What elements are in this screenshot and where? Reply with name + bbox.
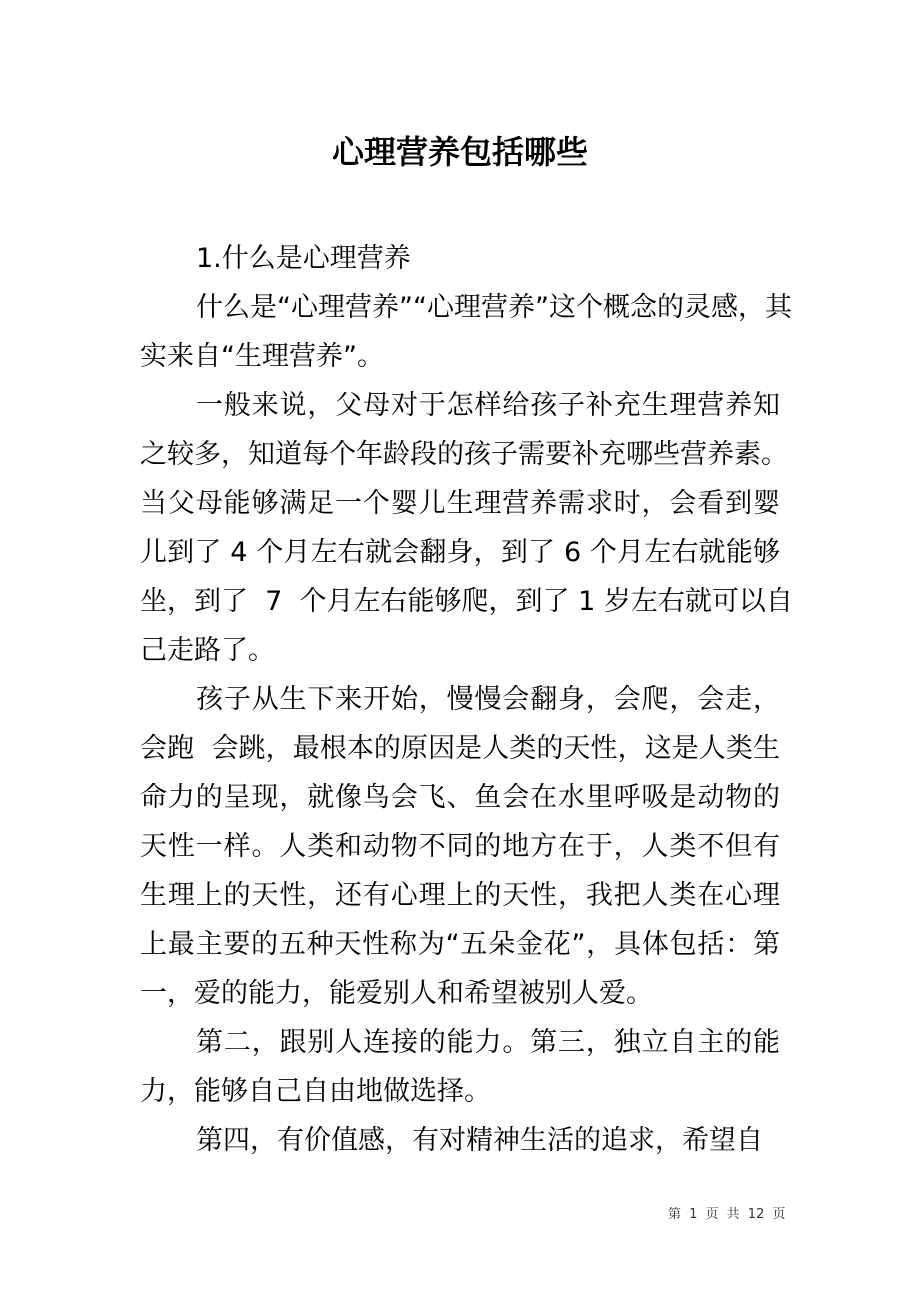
paragraph-line: 实来自“生理营养”。 <box>140 341 384 372</box>
paragraph-line: 一般来说，父母对于怎样给孩子补充生理营养知 <box>196 390 780 421</box>
paragraph-line: 一，爱的能力，能爱别人和希望被别人爱。 <box>140 978 653 1009</box>
paragraph-line: 天性一样。人类和动物不同的地方在于，人类不但有 <box>140 831 780 862</box>
paragraph-line: 什么是“心理营养”“心理营养”这个概念的灵感，其 <box>196 292 792 323</box>
paragraph-line: 之较多，知道每个年龄段的孩子需要补充哪些营养素。 <box>140 439 788 470</box>
paragraph-line: 孩子从生下来开始，慢慢会翻身，会爬，会走， <box>196 684 780 715</box>
paragraph-line: 当父母能够满足一个婴儿生理营养需求时，会看到婴 <box>140 488 780 519</box>
paragraph-line: 会跑 会跳，最根本的原因是人类的天性，这是人类生 <box>140 733 780 764</box>
paragraph-line: 上最主要的五种天性称为“五朵金花”，具体包括：第 <box>140 929 780 960</box>
paragraph-line: 1.什么是心理营养 <box>196 243 411 274</box>
document-title: 心理营养包括哪些 <box>331 133 588 171</box>
paragraph-line: 己走路了。 <box>140 635 275 666</box>
paragraph-line: 坐，到了 7 个月左右能够爬，到了 1 岁左右就可以自 <box>140 586 793 617</box>
paragraph-line: 力，能够自己自由地做选择。 <box>140 1076 491 1107</box>
paragraph-line: 第四，有价值感，有对精神生活的追求，希望自 <box>196 1125 763 1156</box>
paragraph-line: 儿到了 4 个月左右就会翻身，到了 6 个月左右就能够 <box>140 537 780 568</box>
paragraph-line: 第二，跟别人连接的能力。第三，独立自主的能 <box>196 1027 780 1058</box>
paragraph-line: 命力的呈现，就像鸟会飞、鱼会在水里呼吸是动物的 <box>140 782 780 813</box>
paragraph-line: 生理上的天性，还有心理上的天性，我把人类在心理 <box>140 880 780 911</box>
document-body <box>140 234 793 1165</box>
page-number-footer: 第 1 页 共 12 页 <box>668 1207 786 1222</box>
